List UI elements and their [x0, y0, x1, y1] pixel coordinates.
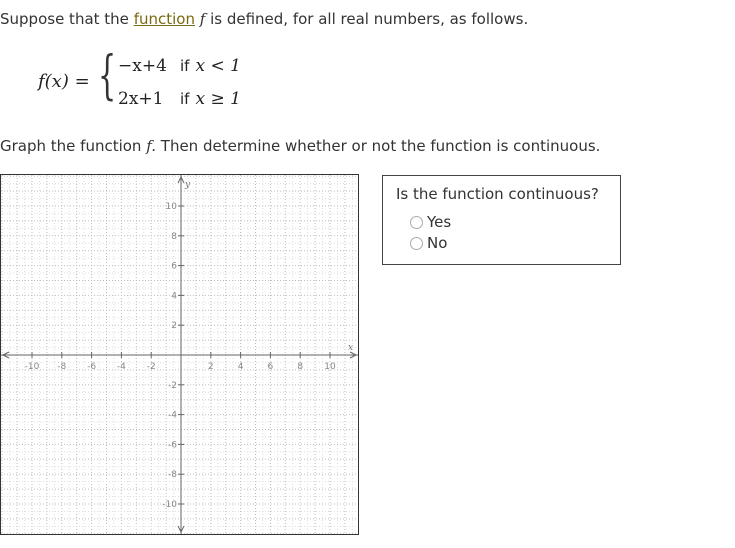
- piecewise-case-1: [118, 56, 241, 76]
- x-tick-label: 2: [207, 362, 214, 372]
- y-axis-label: y: [185, 180, 191, 190]
- case-2-condition: x ≥ 1: [195, 89, 241, 109]
- yes-radio[interactable]: [410, 216, 423, 229]
- prompt-prefix: Suppose that the: [0, 10, 134, 28]
- instruction-text: [0, 137, 600, 155]
- question-title: Is the function continuous?: [396, 185, 599, 203]
- y-tick-label: 2: [171, 321, 177, 332]
- instruction-fname: f.: [146, 137, 157, 155]
- piecewise-case-2: [118, 89, 241, 109]
- instruction-suffix: Then determine whether or not the function is continuous.: [156, 137, 601, 155]
- x-tick-label: -10: [24, 362, 40, 372]
- case-2-expression: 2x+1: [118, 89, 164, 109]
- case-1-expression: −x+4: [118, 56, 167, 76]
- y-tick-label: 4: [171, 291, 177, 302]
- case-1-condition: x < 1: [195, 56, 241, 76]
- x-tick-label: 8: [297, 362, 304, 372]
- option-no[interactable]: [410, 234, 447, 252]
- y-tick-label: 6: [171, 261, 177, 272]
- option-yes[interactable]: [410, 213, 451, 231]
- y-tick-label: -4: [168, 410, 177, 421]
- function-link[interactable]: function: [133, 10, 195, 28]
- x-axis-label: x: [348, 343, 354, 353]
- x-tick-label: 4: [237, 362, 244, 372]
- x-tick-label: -2: [146, 362, 156, 372]
- no-label: No: [427, 234, 448, 252]
- case-2-if: if: [180, 90, 190, 108]
- y-tick-label: -10: [162, 500, 177, 510]
- continuity-question-box: [382, 175, 621, 265]
- x-tick-label: 6: [267, 362, 274, 372]
- no-radio[interactable]: [410, 237, 423, 250]
- function-name: f: [199, 10, 206, 28]
- x-tick-label: -6: [87, 362, 97, 372]
- y-tick-label: -6: [168, 440, 177, 451]
- piecewise-lhs: [38, 71, 90, 92]
- y-tick-label: 8: [171, 231, 177, 242]
- yes-label: Yes: [427, 213, 452, 231]
- x-tick-label: -8: [57, 362, 67, 372]
- left-brace: {: [98, 46, 117, 106]
- y-tick-label: -8: [168, 470, 177, 481]
- prompt-suffix: is defined, for all real numbers, as follows.: [210, 10, 529, 28]
- graph-canvas[interactable]: [0, 174, 359, 535]
- y-tick-label: -2: [168, 380, 177, 391]
- x-tick-label: 10: [324, 362, 336, 372]
- coordinate-grid[interactable]: [1, 175, 358, 534]
- case-1-if: if: [180, 57, 190, 75]
- piecewise-lhs-text: f(x) =: [38, 71, 90, 92]
- problem-statement: [0, 10, 528, 28]
- y-tick-label: 10: [165, 202, 177, 212]
- x-tick-label: -4: [116, 362, 126, 372]
- instruction-prefix: Graph the function: [0, 137, 147, 155]
